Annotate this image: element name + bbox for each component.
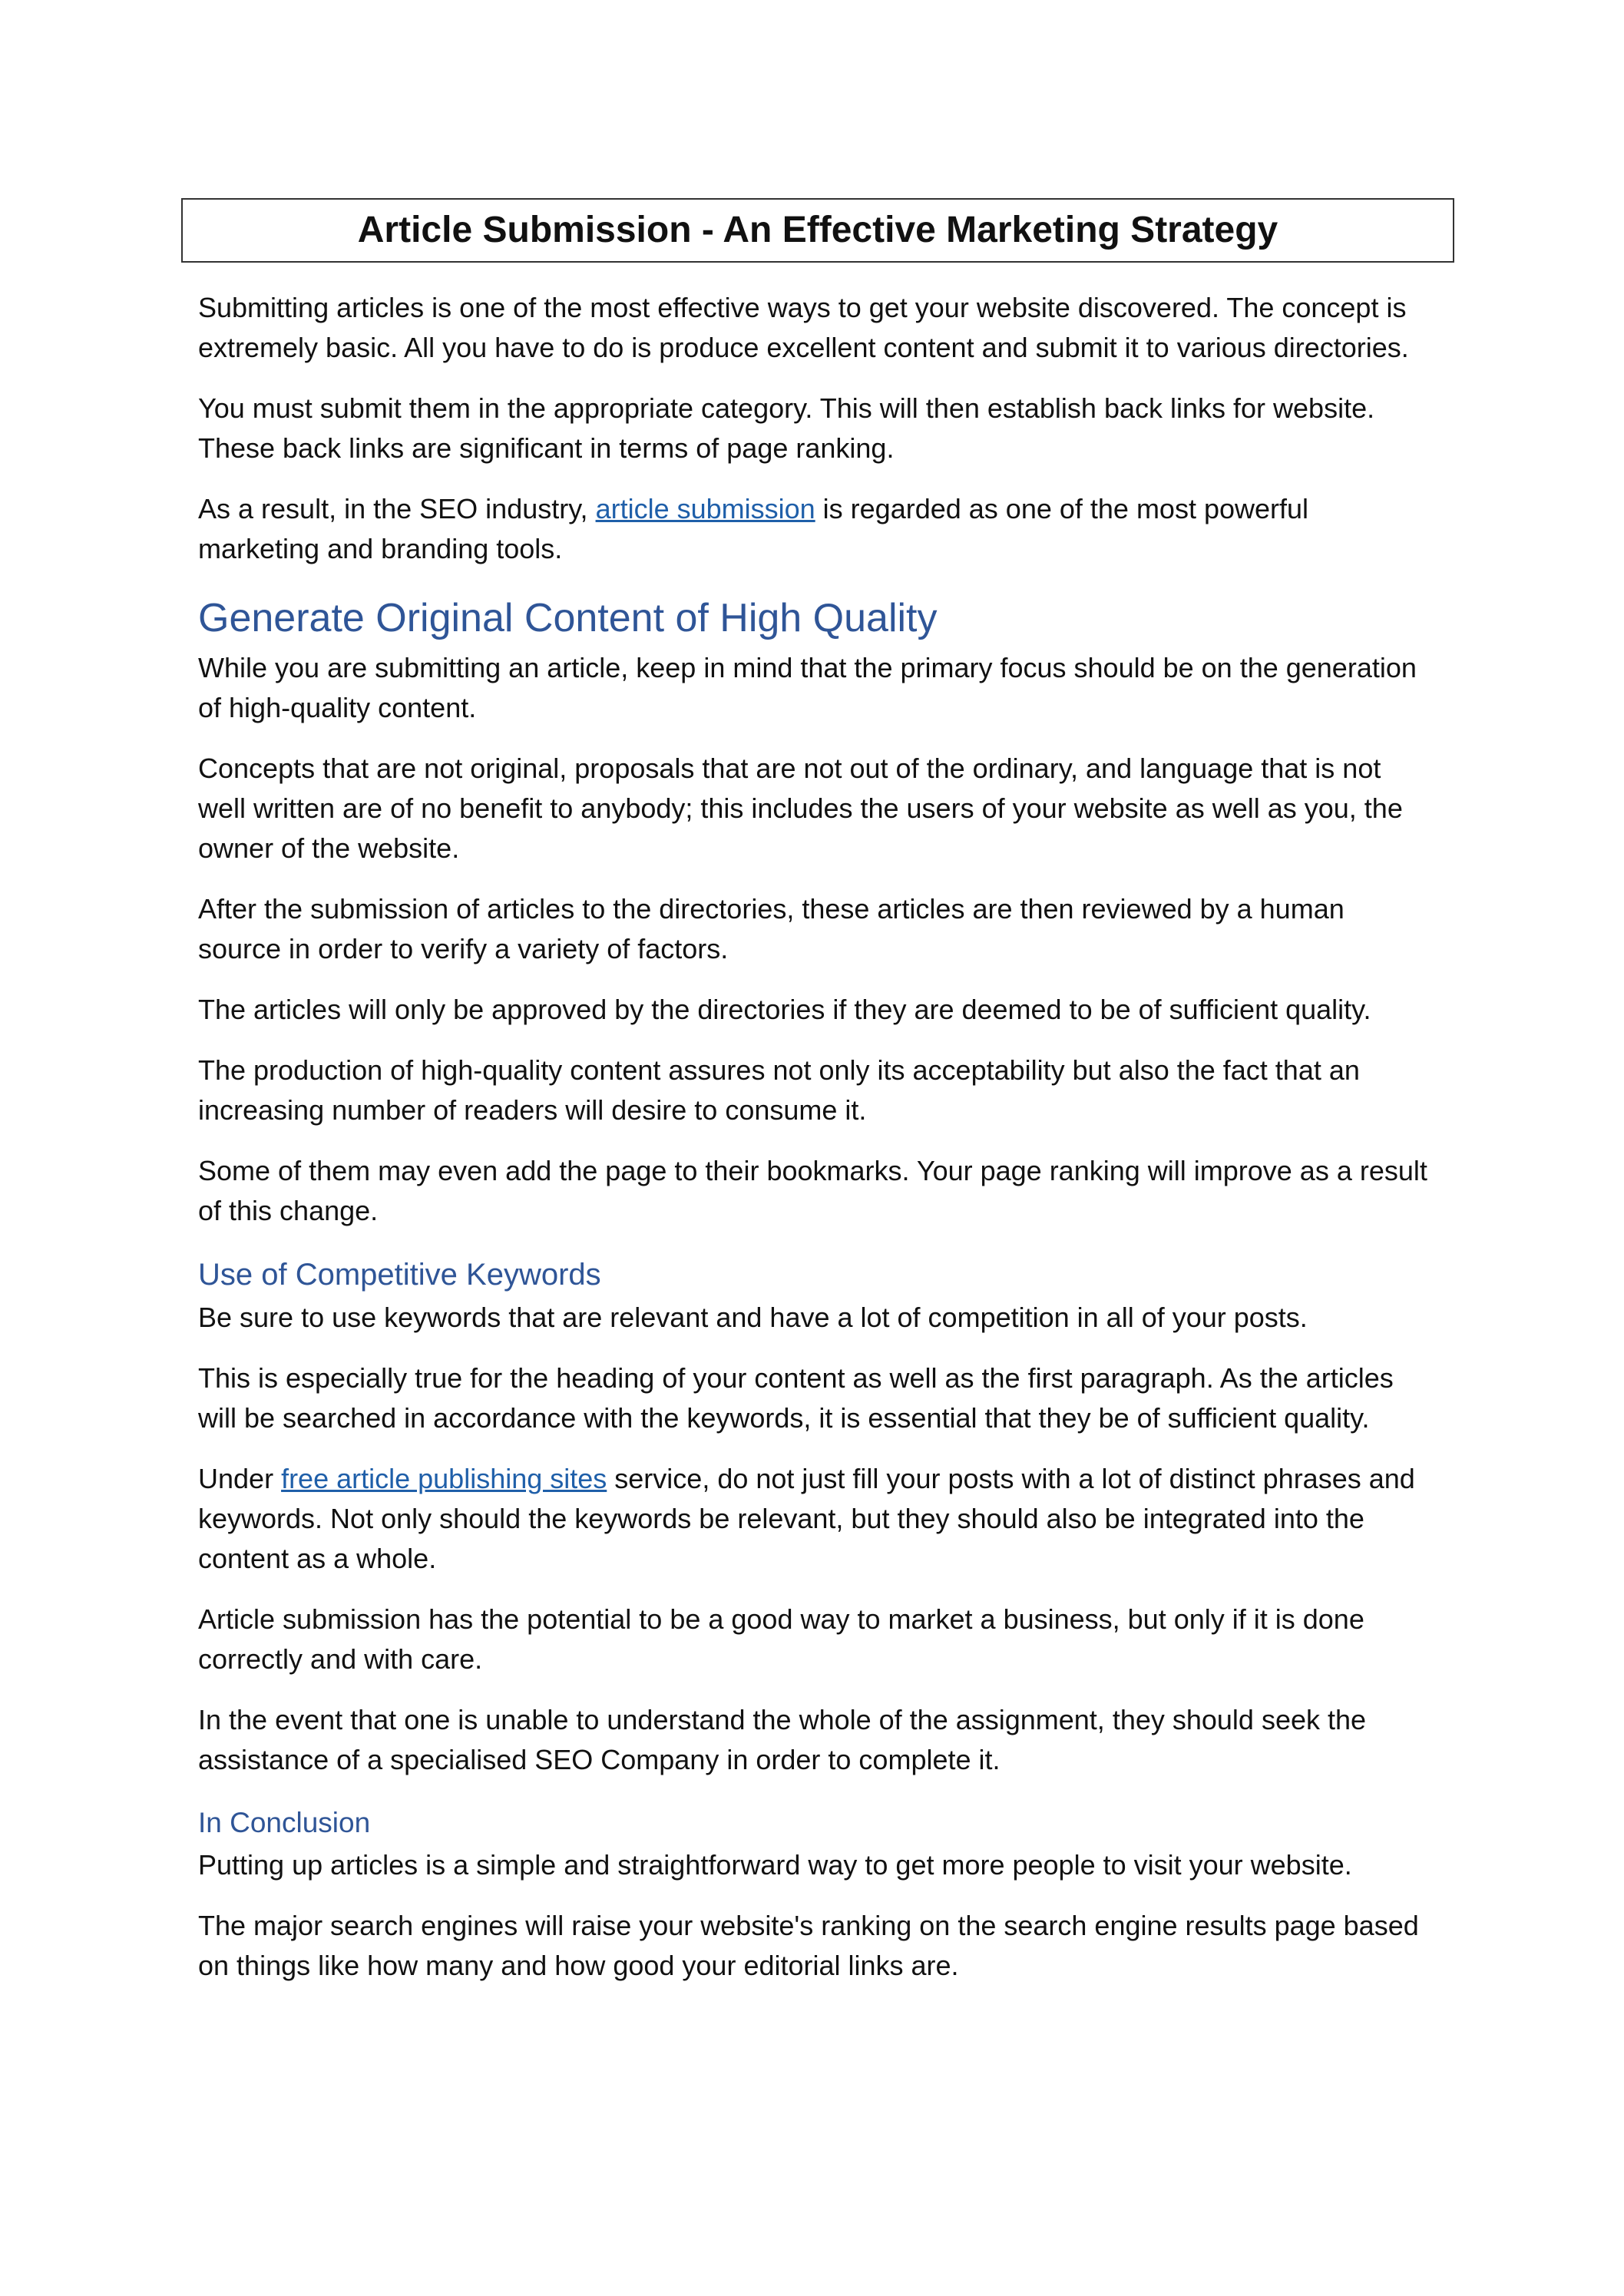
text-line: This is especially true for the heading of your content as well as the first paragraph. As the articles [198, 1362, 1394, 1394]
section2-paragraph-5 [198, 1700, 1442, 1780]
text-line: keywords. Not only should the keywords be relevant, but they should also be integrated into the [198, 1503, 1364, 1534]
text-line: The articles will only be approved by the directories if they are deemed to be of sufficient quality. [198, 994, 1371, 1025]
section3-paragraph-1 [198, 1845, 1442, 1885]
text-fragment: service, do not just fill your posts with a lot of distinct phrases and [607, 1463, 1415, 1494]
text-fragment: is regarded as one of the most powerful [815, 493, 1309, 524]
text-line [198, 1459, 1442, 1499]
text-line: Putting up articles is a simple and straightforward way to get more people to visit your website. [198, 1849, 1352, 1881]
text-line: well written are of no benefit to anybody; this includes the users of your website as well as you, the [198, 792, 1403, 824]
section1-paragraph-4 [198, 990, 1442, 1030]
intro-paragraph-1 [198, 288, 1442, 368]
free-article-publishing-sites-link[interactable]: free article publishing sites [281, 1463, 607, 1494]
text-line: The production of high-quality content assures not only its acceptability but also the fact that an [198, 1054, 1360, 1086]
document-body [198, 288, 1442, 2007]
section-heading-competitive-keywords: Use of Competitive Keywords [198, 1258, 601, 1292]
section3-paragraph-2 [198, 1906, 1442, 1986]
section2-paragraph-2 [198, 1358, 1442, 1438]
intro-paragraph-2 [198, 389, 1442, 468]
text-line: Article submission has the potential to be a good way to market a business, but only if it is done [198, 1603, 1364, 1635]
text-line: assistance of a specialised SEO Company in order to complete it. [198, 1744, 1001, 1775]
section1-paragraph-1 [198, 648, 1442, 728]
text-line: The major search engines will raise your website's ranking on the search engine results page based [198, 1910, 1419, 1941]
section2-paragraph-1 [198, 1298, 1442, 1338]
text-line: correctly and with care. [198, 1643, 483, 1675]
text-line: of this change. [198, 1195, 379, 1226]
text-line: Concepts that are not original, proposals that are not out of the ordinary, and language that is not [198, 753, 1381, 784]
text-fragment: As a result, in the SEO industry, [198, 493, 596, 524]
text-line: Some of them may even add the page to their bookmarks. Your page ranking will improve as a result [198, 1155, 1427, 1186]
text-line: These back links are significant in terms of page ranking. [198, 432, 895, 464]
text-fragment: Under [198, 1463, 282, 1494]
section1-paragraph-6 [198, 1151, 1442, 1231]
article-submission-link[interactable]: article submission [595, 493, 815, 524]
intro-paragraph-3 [198, 489, 1442, 569]
section2-paragraph-4 [198, 1600, 1442, 1679]
text-line: You must submit them in the appropriate category. This will then establish back links for website. [198, 392, 1375, 424]
text-line: of high-quality content. [198, 692, 477, 723]
text-line: In the event that one is unable to understand the whole of the assignment, they should seek the [198, 1704, 1367, 1735]
text-line: increasing number of readers will desire to consume it. [198, 1094, 867, 1126]
text-line: extremely basic. All you have to do is produce excellent content and submit it to various directories. [198, 332, 1409, 363]
text-line: source in order to verify a variety of factors. [198, 933, 729, 964]
text-line: While you are submitting an article, keep in mind that the primary focus should be on the generation [198, 652, 1417, 683]
section1-paragraph-3 [198, 889, 1442, 969]
section1-paragraph-5 [198, 1050, 1442, 1130]
text-line [198, 489, 1442, 529]
text-line: will be searched in accordance with the keywords, it is essential that they be of sufficient quality. [198, 1402, 1370, 1434]
text-line: Be sure to use keywords that are relevant and have a lot of competition in all of your posts. [198, 1302, 1308, 1333]
document-title: Article Submission - An Effective Marketing Strategy [357, 210, 1278, 250]
text-line: After the submission of articles to the directories, these articles are then reviewed by a human [198, 893, 1345, 925]
text-line: owner of the website. [198, 832, 460, 864]
text-line: content as a whole. [198, 1543, 437, 1574]
section-heading-original-content: Generate Original Content of High Quality [198, 596, 938, 640]
text-line: marketing and branding tools. [198, 533, 563, 564]
title-box [181, 198, 1454, 263]
section-heading-conclusion: In Conclusion [198, 1807, 371, 1838]
section2-paragraph-3 [198, 1459, 1442, 1579]
text-line: on things like how many and how good your editorial links are. [198, 1950, 959, 1981]
section1-paragraph-2 [198, 749, 1442, 868]
text-line: Submitting articles is one of the most effective ways to get your website discovered. The concept is [198, 292, 1407, 323]
